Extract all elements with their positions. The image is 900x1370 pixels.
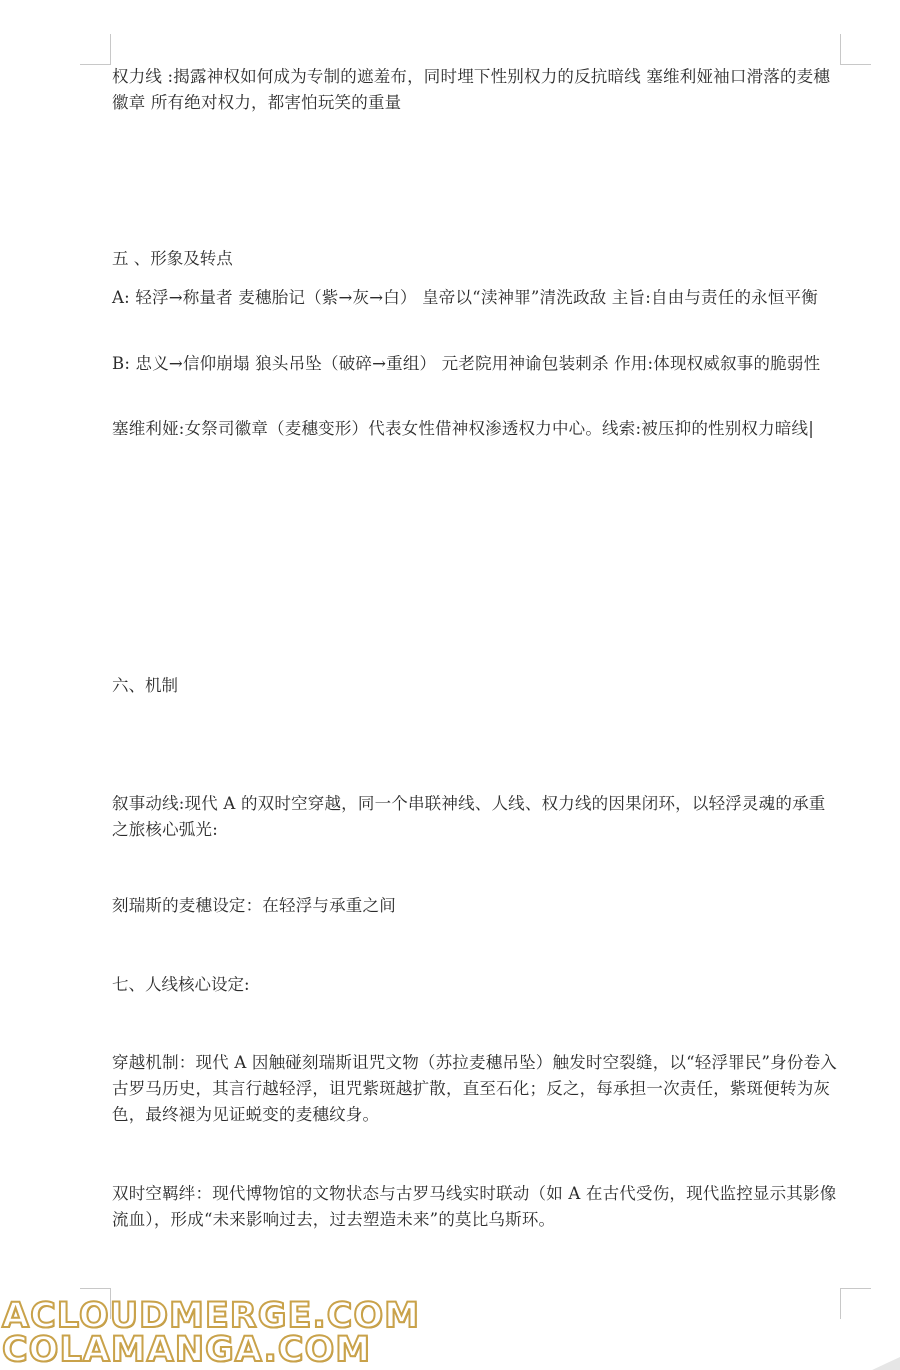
paragraph-time-travel-mechanism: 穿越机制：现代 A 因触碰刻瑞斯诅咒文物（苏拉麦穗吊坠）触发时空裂缝，以“轻浮罪民”身份卷入古罗马历史，其言行越轻浮，诅咒紫斑越扩散，直至石化；反之，每承担一次责任，紫斑便转为灰色，最终褪为见证蜕变的麦穗纹身。: [112, 1053, 837, 1124]
paragraph-dual-timeline-bond: 双时空羁绊：现代博物馆的文物状态与古罗马线实时联动（如 A 在古代受伤，现代监控显示其影像流血），形成“未来影响过去，过去塑造未来”的莫比乌斯环。: [112, 1184, 837, 1229]
crop-mark-top-left: [80, 34, 111, 65]
paragraph-ceres-setting: 刻瑞斯的麦穗设定：在轻浮与承重之间: [112, 896, 396, 915]
paragraph-character-a: A: 轻浮→称量者 麦穗胎记（紫→灰→白） 皇帝以“渎神罪”清洗政敌 主旨:自由与责任的永恒平衡: [112, 288, 818, 307]
crop-mark-top-right: [840, 34, 871, 65]
section-heading-seven: 七、人线核心设定:: [112, 975, 250, 994]
paragraph-narrative-line: 叙事动线:现代 A 的双时空穿越，同一个串联神线、人线、权力线的因果闭环，以轻浮灵魂的承重之旅核心弧光:: [112, 794, 826, 839]
section-heading-five: 五 、形象及转点: [112, 249, 233, 268]
paragraph-character-b: B: 忠义→信仰崩塌 狼头吊坠（破碎→重组） 元老院用神谕包装刺杀 作用:体现权威叙事的脆弱性: [112, 354, 821, 373]
paragraph-servilia: 塞维利娅:女祭司徽章（麦穗变形）代表女性借神权渗透权力中心。线索:被压抑的性别权力暗线|: [112, 419, 814, 438]
watermark-line-1: ACLOUDMERGE.COM: [2, 1296, 420, 1336]
watermark-line-2: COLAMANGA.COM: [2, 1330, 372, 1370]
corner-decoration: [870, 1356, 900, 1370]
paragraph-power-line: 权力线 :揭露神权如何成为专制的遮羞布，同时埋下性别权力的反抗暗线 塞维利娅袖口滑落的麦穗徽章 所有绝对权力，都害怕玩笑的重量: [112, 67, 831, 112]
crop-mark-bottom-right: [840, 1288, 871, 1319]
section-heading-six: 六、机制: [112, 676, 178, 695]
